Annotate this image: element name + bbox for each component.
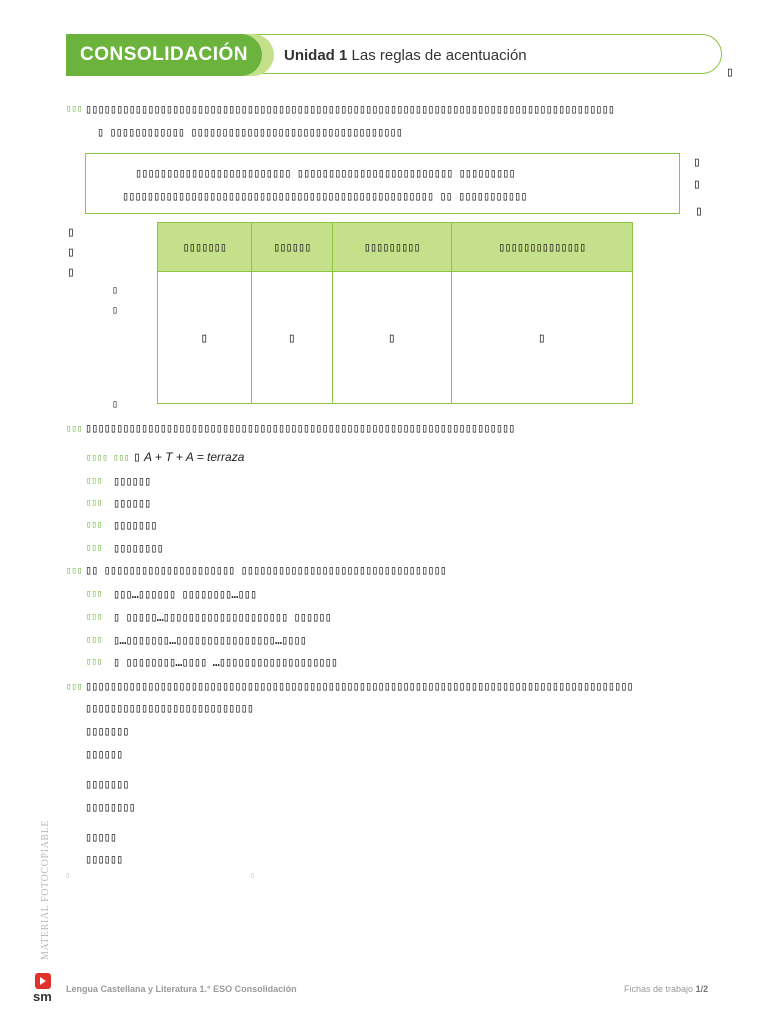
margin-glyph: ▯ (693, 155, 701, 170)
footer-page-number: 1/2 (695, 984, 709, 994)
word-item: ▯▯▯▯▯▯▯▯ (85, 800, 135, 814)
margin-glyph: ▯ (67, 265, 75, 280)
margin-glyph: ▯ (693, 177, 701, 192)
table-answer-cell[interactable]: ▯ (451, 272, 632, 404)
footer-course: Lengua Castellana y Literatura 1.° ESO Consolidación (66, 984, 297, 994)
example-label: ▯▯▯▯ ▯▯▯ (86, 453, 130, 463)
margin-glyph: ▯ (112, 305, 119, 316)
word-item: ▯▯▯▯▯▯▯ (85, 724, 129, 738)
faint-glyph: ▯ (251, 873, 255, 879)
word-item: ▯▯▯▯▯▯ (85, 747, 123, 761)
table-answer-cell[interactable]: ▯ (332, 272, 451, 404)
table-header-cell: ▯▯▯▯▯▯ (251, 223, 332, 272)
table-header-cell: ▯▯▯▯▯▯▯▯▯ (332, 223, 451, 272)
sm-logo-icon (35, 973, 51, 989)
instruction-box-line-1: ▯▯▯▯▯▯▯▯▯▯▯▯▯▯▯▯▯▯▯▯▯▯▯▯▯ ▯▯▯▯▯▯▯▯▯▯▯▯▯▯▯▯▯▯▯▯▯▯▯▯▯ ▯▯▯▯▯▯▯▯▯ (135, 166, 515, 180)
item-number: ▯▯▯ (86, 657, 103, 667)
word-item: ▯▯▯▯▯ (85, 830, 117, 844)
margin-glyph: ▯ (67, 245, 75, 260)
item-number: ▯▯▯ (86, 543, 103, 553)
exercise-3-item: ▯▯▯…▯▯▯▯▯▯ ▯▯▯▯▯▯▯▯…▯▯▯ (113, 587, 257, 601)
exercise-1-text-line-1: ▯▯▯▯▯▯▯▯▯▯▯▯▯▯▯▯▯▯▯▯▯▯▯▯▯▯▯▯▯▯▯▯▯▯▯▯▯▯▯▯▯▯▯▯▯▯▯▯▯▯▯▯▯▯▯▯▯▯▯▯▯▯▯▯▯▯▯▯▯▯▯▯▯▯▯▯▯▯▯▯▯▯▯▯▯ (85, 102, 615, 116)
sidebar-photocopiable-label: MATERIAL FOTOCOPIABLE (40, 819, 51, 960)
exercise-4-text-line-2: ▯▯▯▯▯▯▯▯▯▯▯▯▯▯▯▯▯▯▯▯▯▯▯▯▯▯▯ (85, 701, 254, 715)
classification-table (157, 222, 633, 404)
exercise-2-item: ▯▯▯▯▯▯ (113, 496, 151, 510)
table-answer-cell[interactable]: ▯ (158, 272, 252, 404)
item-number: ▯▯▯ (86, 520, 103, 530)
word-item: ▯▯▯▯▯▯ (85, 852, 123, 866)
exercise-1-text-line-2: ▯ ▯▯▯▯▯▯▯▯▯▯▯▯ ▯▯▯▯▯▯▯▯▯▯▯▯▯▯▯▯▯▯▯▯▯▯▯▯▯▯▯▯▯▯▯▯▯▯ (97, 125, 403, 139)
example-glyph: ▯ (133, 450, 141, 465)
item-number: ▯▯▯ (86, 476, 103, 486)
exercise-1-number: ▯▯▯ (66, 104, 83, 114)
table-header-row (158, 223, 633, 272)
word-item: ▯▯▯▯▯▯▯ (85, 777, 129, 791)
exercise-3-item: ▯ ▯▯▯▯▯…▯▯▯▯▯▯▯▯▯▯▯▯▯▯▯▯▯▯▯▯ ▯▯▯▯▯▯ (113, 610, 331, 624)
margin-glyph: ▯ (112, 285, 119, 296)
item-number: ▯▯▯ (86, 612, 103, 622)
footer-sheet-label: Fichas de trabajo (624, 984, 694, 994)
exercise-3-number: ▯▯▯ (66, 566, 83, 576)
corner-glyph: ▯ (726, 65, 734, 80)
exercise-2-item: ▯▯▯▯▯▯ (113, 474, 151, 488)
margin-glyph: ▯ (695, 204, 703, 219)
item-number: ▯▯▯ (86, 635, 103, 645)
sm-logo-text: sm (33, 989, 52, 1004)
margin-glyph: ▯ (112, 399, 119, 410)
exercise-3-item: ▯ ▯▯▯▯▯▯▯▯…▯▯▯▯ …▯▯▯▯▯▯▯▯▯▯▯▯▯▯▯▯▯▯▯ (113, 655, 338, 669)
exercise-4-text-line-1: ▯▯▯▯▯▯▯▯▯▯▯▯▯▯▯▯▯▯▯▯▯▯▯▯▯▯▯▯▯▯▯▯▯▯▯▯▯▯▯▯▯▯▯▯▯▯▯▯▯▯▯▯▯▯▯▯▯▯▯▯▯▯▯▯▯▯▯▯▯▯▯▯▯▯▯▯▯▯▯▯▯▯▯▯▯▯▯▯ (85, 679, 633, 693)
table-answer-cell[interactable]: ▯ (251, 272, 332, 404)
exercise-3-prompt: ▯▯ ▯▯▯▯▯▯▯▯▯▯▯▯▯▯▯▯▯▯▯▯▯ ▯▯▯▯▯▯▯▯▯▯▯▯▯▯▯▯▯▯▯▯▯▯▯▯▯▯▯▯▯▯▯▯▯ (85, 563, 447, 577)
unit-number: Unidad 1 (284, 47, 348, 64)
table-header-cell: ▯▯▯▯▯▯▯ (158, 223, 252, 272)
instruction-box (85, 153, 680, 214)
header-tag-label: CONSOLIDACIÓN (80, 44, 248, 65)
instruction-box-line-2: ▯▯▯▯▯▯▯▯▯▯▯▯▯▯▯▯▯▯▯▯▯▯▯▯▯▯▯▯▯▯▯▯▯▯▯▯▯▯▯▯▯▯▯▯▯▯▯▯▯▯ ▯▯ ▯▯▯▯▯▯▯▯▯▯▯ (122, 189, 527, 203)
margin-glyph: ▯ (67, 225, 75, 240)
faint-glyph: ▯ (66, 873, 70, 879)
exercise-3-item: ▯…▯▯▯▯▯▯▯…▯▯▯▯▯▯▯▯▯▯▯▯▯▯▯▯…▯▯▯▯ (113, 633, 306, 647)
unit-name: Las reglas de acentuación (351, 47, 527, 64)
footer-page-info (624, 984, 708, 994)
exercise-2-prompt: ▯▯▯▯▯▯▯▯▯▯▯▯▯▯▯▯▯▯▯▯▯▯▯▯▯▯▯▯▯▯▯▯▯▯▯▯▯▯▯▯▯▯▯▯▯▯▯▯▯▯▯▯▯▯▯▯▯▯▯▯▯▯▯▯▯▯▯▯▯ (85, 421, 515, 435)
item-number: ▯▯▯ (86, 498, 103, 508)
example-formula: A + T + A = terraza (144, 450, 245, 464)
table-row (158, 272, 633, 404)
table-header-cell: ▯▯▯▯▯▯▯▯▯▯▯▯▯▯ (451, 223, 632, 272)
item-number: ▯▯▯ (86, 589, 103, 599)
exercise-4-number: ▯▯▯ (66, 682, 83, 692)
unit-title (284, 47, 527, 64)
exercise-2-item: ▯▯▯▯▯▯▯ (113, 518, 157, 532)
exercise-2-number: ▯▯▯ (66, 424, 83, 434)
exercise-2-item: ▯▯▯▯▯▯▯▯ (113, 541, 163, 555)
